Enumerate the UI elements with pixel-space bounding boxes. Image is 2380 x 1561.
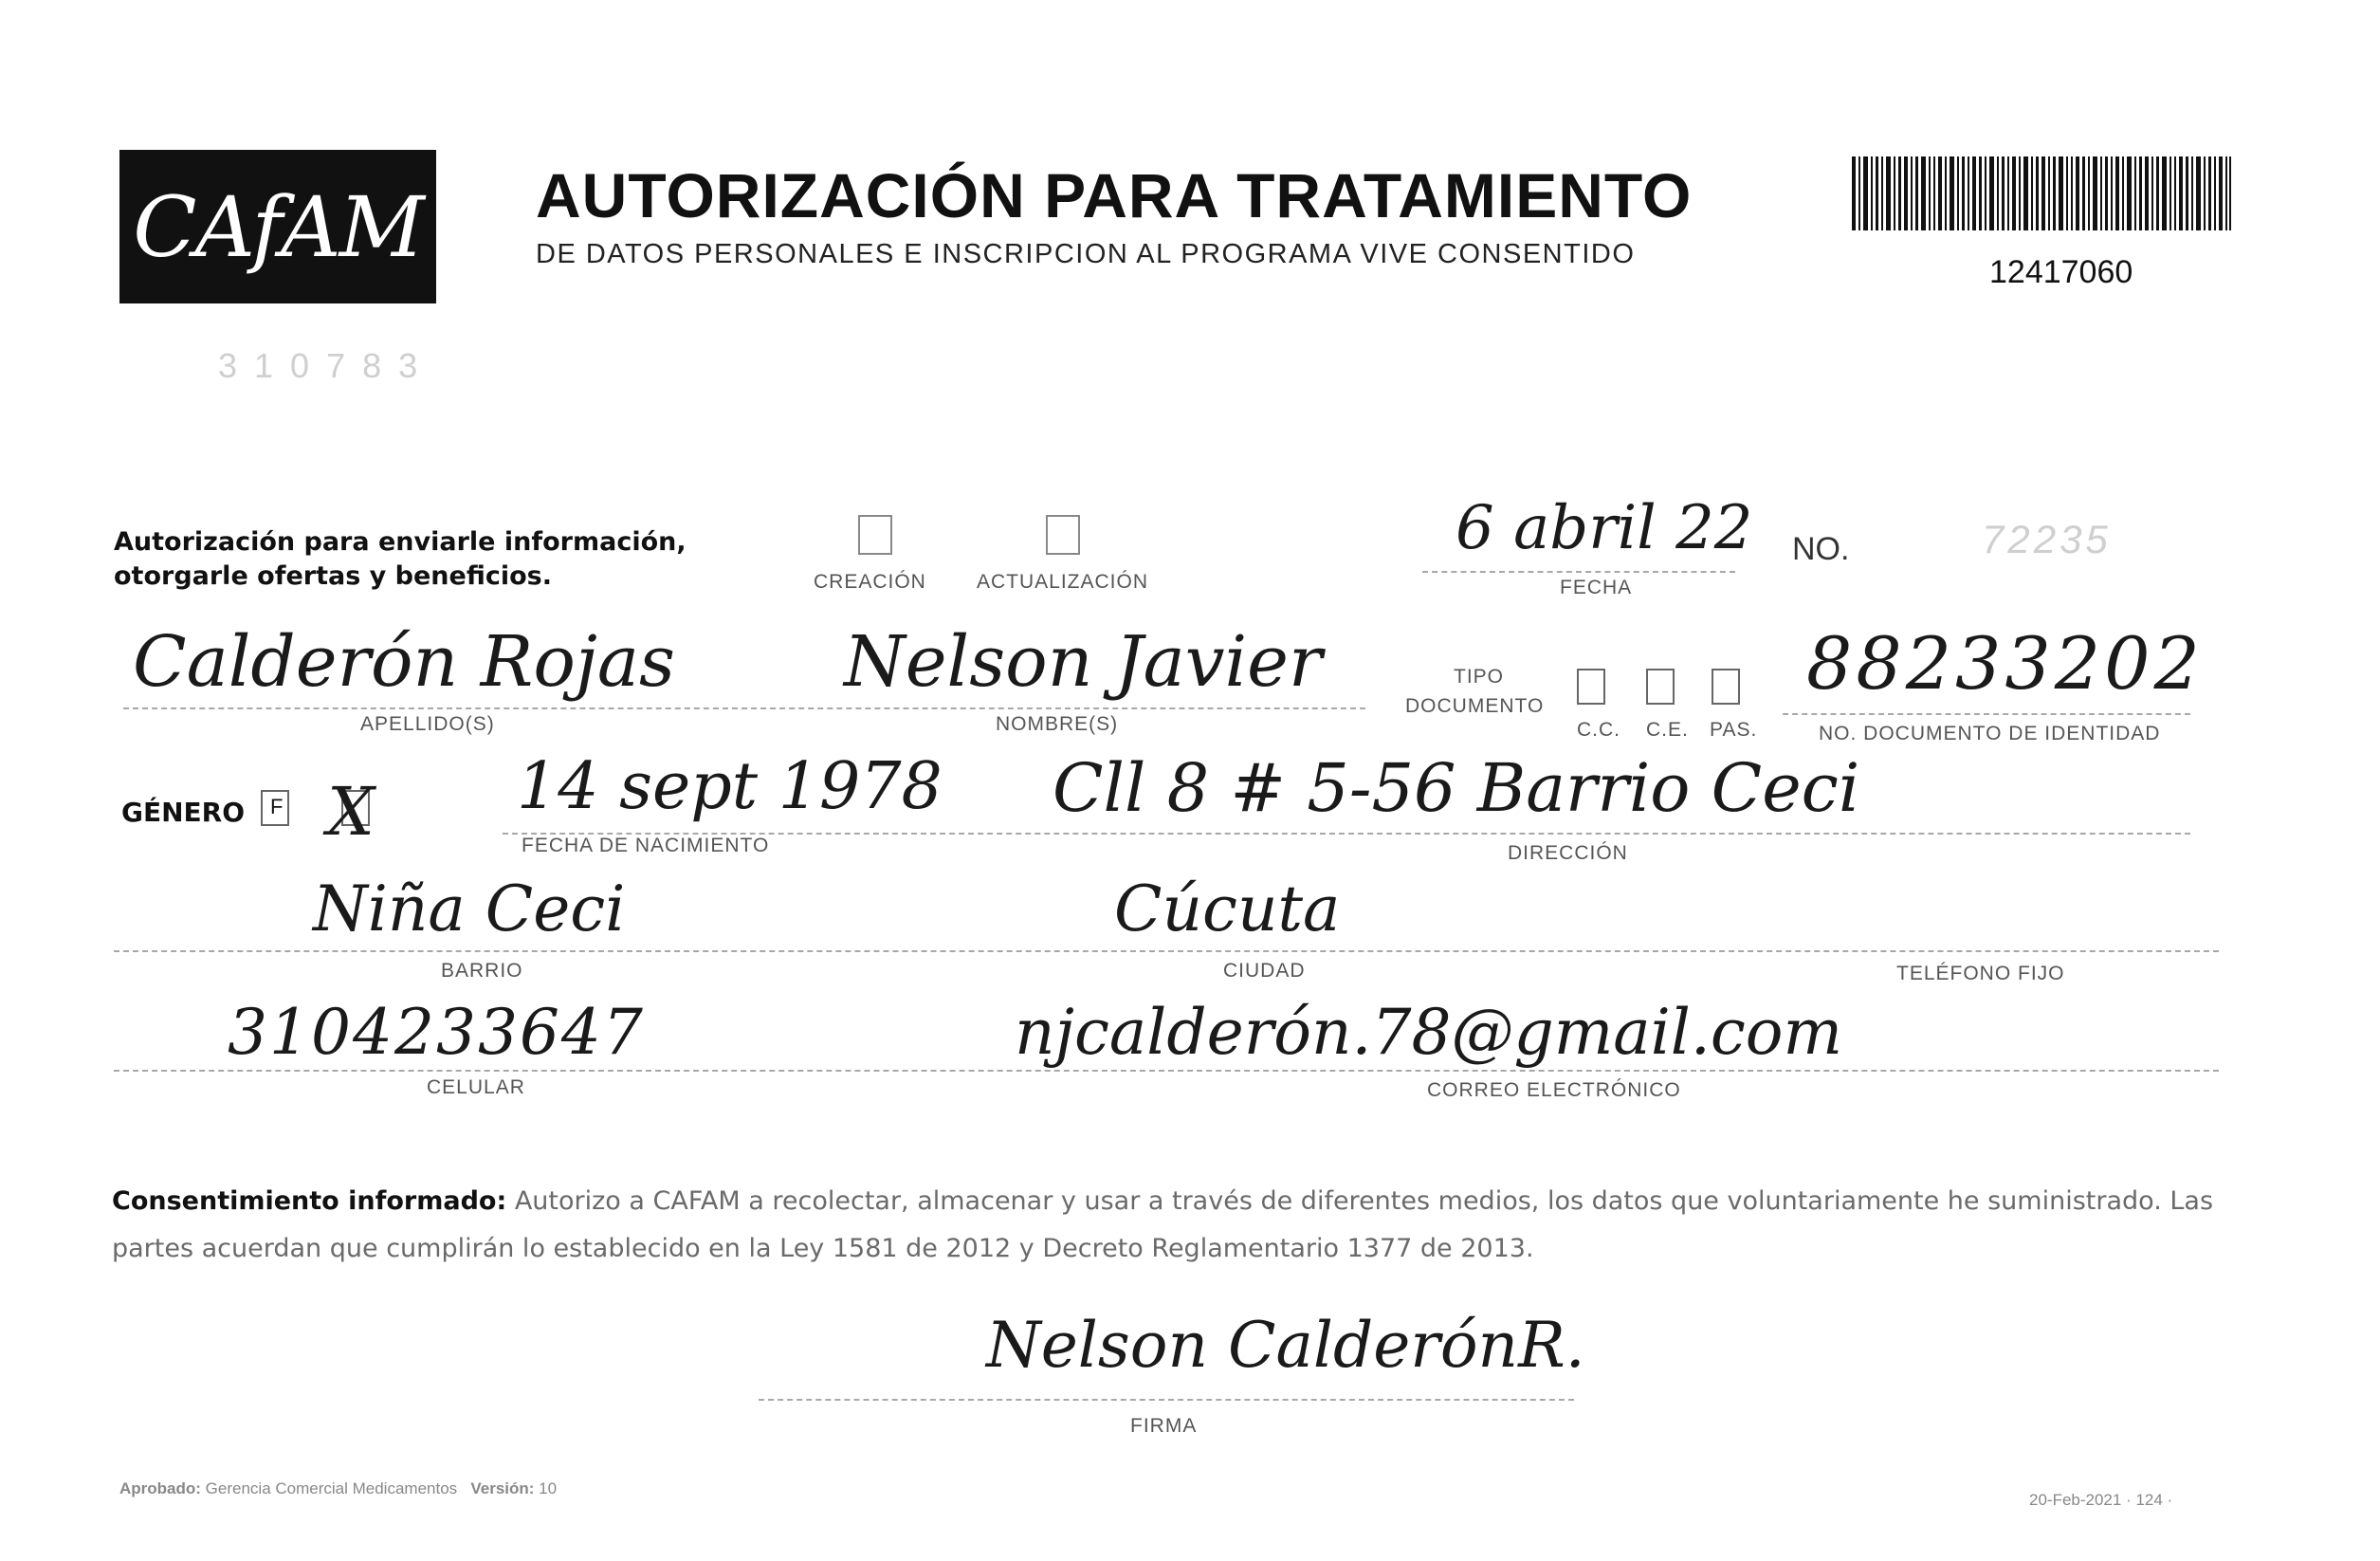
footer-code: 20-Feb-2021 · 124 · (2029, 1491, 2173, 1509)
form-title: AUTORIZACIÓN PARA TRATAMIENTO (536, 160, 1693, 230)
celular-label: CELULAR (427, 1076, 525, 1098)
footer-aprobado (119, 1479, 557, 1498)
pas-label: PAS. (1710, 719, 1758, 741)
consent-paragraph (112, 1178, 2226, 1273)
version-label: Versión: (470, 1479, 535, 1497)
consent-heading: Consentimiento informado: (112, 1186, 507, 1216)
no-label: NO. (1792, 531, 1850, 567)
no-value: 72235 (1982, 517, 2112, 561)
form-subtitle: DE DATOS PERSONALES E INSCRIPCION AL PROGRAMA VIVE CONSENTIDO (536, 239, 1636, 269)
actualizacion-label: ACTUALIZACIÓN (977, 571, 1149, 593)
fecha-line (1422, 571, 1735, 573)
barrio-value[interactable]: Niña Ceci (313, 872, 626, 946)
apellidos-value[interactable]: Calderón Rojas (133, 621, 675, 703)
apellidos-label: APELLIDO(S) (360, 713, 495, 735)
nombres-label: NOMBRE(S) (996, 713, 1119, 735)
celular-value[interactable]: 3104233647 (228, 996, 645, 1069)
cafam-logo: CAfAM (119, 150, 436, 303)
aprobado-label: Aprobado: (119, 1479, 201, 1497)
creacion-checkbox[interactable] (858, 515, 892, 555)
genero-f-label: F (270, 795, 284, 818)
direccion-label: DIRECCIÓN (1508, 842, 1628, 864)
intro-label-2: otorgarle ofertas y beneficios. (114, 561, 552, 591)
ce-checkbox[interactable] (1646, 669, 1675, 705)
ce-label: C.E. (1646, 719, 1689, 741)
actualizacion-checkbox[interactable] (1046, 515, 1080, 555)
firma-line (759, 1399, 1574, 1401)
intro-label-1: Autorización para enviarle información, (114, 527, 687, 557)
nacimiento-label: FECHA DE NACIMIENTO (522, 835, 770, 856)
aprobado-value: Gerencia Comercial Medicamentos (205, 1479, 458, 1497)
barcode (1852, 156, 2231, 230)
ciudad-label: CIUDAD (1223, 960, 1306, 982)
documento-line (1783, 713, 2190, 715)
tipo-label-1: TIPO (1454, 666, 1505, 688)
version-value: 10 (539, 1479, 558, 1497)
correo-value[interactable]: njcalderón.78@gmail.com (1015, 996, 1843, 1069)
documento-value[interactable]: 88233202 (1806, 621, 2204, 706)
faint-stamp-number: 3 1 0 7 8 3 (218, 346, 422, 385)
firma-label: FIRMA (1130, 1415, 1198, 1437)
telefono-label: TELÉFONO FIJO (1896, 963, 2065, 984)
genero-label: GÉNERO (121, 797, 246, 828)
cc-label: C.C. (1577, 719, 1620, 741)
nombres-value[interactable]: Nelson Javier (844, 621, 1323, 703)
ciudad-value[interactable]: Cúcuta (1114, 872, 1341, 946)
documento-label: NO. DOCUMENTO DE IDENTIDAD (1819, 723, 2161, 744)
direccion-value[interactable]: Cll 8 # 5-56 Barrio Ceci (1053, 749, 1860, 827)
barcode-number: 12417060 (1989, 254, 2133, 290)
cc-checkbox[interactable] (1577, 669, 1605, 705)
firma-value[interactable]: Nelson CalderónR. (986, 1309, 1585, 1382)
pas-checkbox[interactable] (1712, 669, 1740, 705)
genero-m-mark: X (327, 773, 375, 851)
correo-label: CORREO ELECTRÓNICO (1427, 1079, 1681, 1101)
row5-line (114, 1070, 2219, 1072)
row4-line (114, 950, 2219, 952)
barrio-label: BARRIO (441, 960, 523, 982)
fecha-label: FECHA (1560, 577, 1633, 598)
creacion-label: CREACIÓN (814, 571, 926, 593)
tipo-label-2: DOCUMENTO (1405, 695, 1545, 717)
nacimiento-value[interactable]: 14 sept 1978 (517, 749, 943, 824)
name-line (123, 707, 1365, 709)
consent-text: Autorizo a CAFAM a recolectar, almacenar y usar a través de diferentes medios, los datos que voluntariamente he suministrado. Las partes acuerdan que cumplirán lo establecido en la Ley 1581 de 2012 y Decreto Reglamentario 1377 de 2013. (112, 1186, 2214, 1263)
fecha-value[interactable]: 6 abril 22 (1455, 493, 1753, 563)
